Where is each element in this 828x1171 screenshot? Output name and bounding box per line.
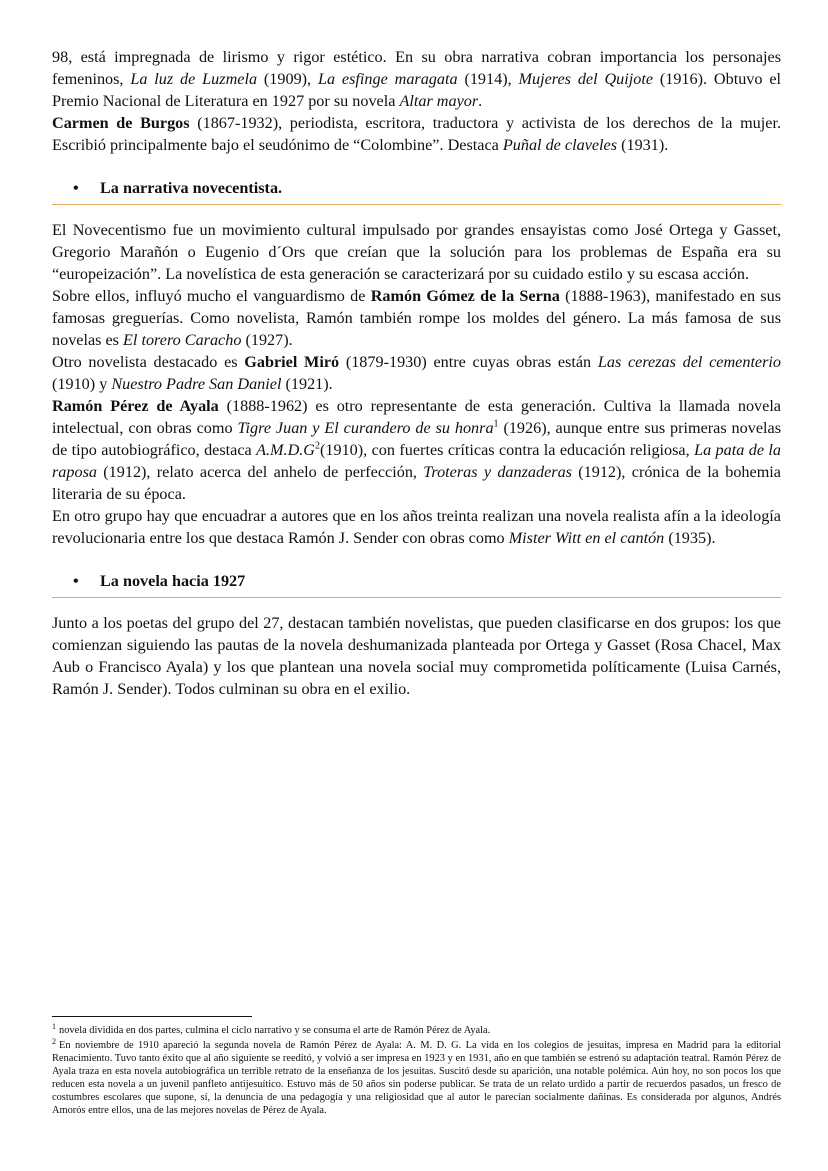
book-title: Puñal de claveles [502,136,618,154]
bullet-icon: • [73,572,79,590]
text-run: . [478,92,483,110]
bullet-icon: • [73,179,79,197]
text-run: (1909), [257,70,318,88]
section-heading-novecentista [52,178,781,205]
section-heading-novela-1927 [52,571,781,598]
paragraph-gabriel-miro [52,351,781,395]
text-run: (1926), aunque entre sus primeras novelas de tipo autobiográfico, destaca [52,419,782,459]
book-title: Tigre Juan y El curandero de su honra [237,419,494,437]
book-title: Las cerezas del cementerio [597,353,782,371]
text-run: En otro grupo hay que encuadrar a autores que en los años treinta realizan una novela realista afín a la ideología revolucionaria entre los que destaca Ramón J. Sender con obras como [52,507,781,547]
text-run: Sobre ellos, influyó mucho el vanguardismo de [52,287,371,305]
paragraph-grupo-27: Junto a los poetas del grupo del 27, destacan también novelistas, que pueden clasificarse en dos grupos: los que comienzan siguiendo las pautas de la novela deshumanizada planteada por Ortega y Gasset (Rosa Chacel, Max Aub o Francisco Ayala) y los que plantean una novela social muy comprometida políticamente (Luisa Carnés, Ramón J. Sender). Todos culminan su obra en el exilio. [52,614,781,698]
text-run: (1912), crónica de la bohemia literaria de su época. [52,463,781,503]
section-title: La novela hacia 1927 [100,572,246,590]
footnote-mark: 2 [52,1036,56,1046]
paragraph-novecentismo: El Novecentismo fue un movimiento cultural impulsado por grandes ensayistas como José Ortega y Gasset, Gregorio Marañón o Eugenio d´Ors que creían que la solución para los problemas de España era su “europeización”. La novelística de esta generación se caracterizará por su cuidado estilo y su escasa acción. [52,221,781,283]
book-title: La esfinge maragata [317,70,458,88]
text-run: (1867-1932), periodista, escritora, traductora y activista de los derechos de la mujer. Escribió principalmente bajo el seudónimo de “Colombine”. Destaca [52,114,781,154]
text-run: (1927). [241,331,293,349]
footnotes [52,1016,781,1119]
text-run: (1888-1962) es otro representante de esta generación. Cultiva la llamada novela intelectual, con obras como [52,397,781,437]
book-title: La pata de la raposa [52,441,781,481]
text-run: (1912), relato acerca del anhelo de perfección, [96,463,424,481]
text-run: (1914), [457,70,519,88]
book-title: Nuestro Padre San Daniel [111,375,282,393]
footnote-2 [52,1036,781,1117]
paragraph-carmen-de-burgos [52,112,781,156]
footnote-text: En noviembre de 1910 apareció la segunda novela de Ramón Pérez de Ayala: A. M. D. G. La vida en los colegios de jesuitas, impresa en Madrid para la editorial Renacimiento. Tuvo tanto éxito que al año siguiente se reeditó, y volvió a ser impresa en 1923 y en 1931, año en que también se estrenó su adaptación teatral. Ramón Pérez de Ayala traza en esta novela autobiográfica un terrible retrato de la enseñanza de los jesuitas. Suscitó desde su aparición, una notable polémica. Aún hoy, no son pocos los que reducen esta novela a un juvenil panfleto antijesuítico. Estuvo más de 50 años sin poderse publicar. Se trata de un relato urdido a partir de recuerdos pasados, un fresco de costumbres escolares que supone, sí, la denuncia de una pedagogía y una religiosidad que al autor le parecían socialmente dañinas. Es considerada por algunos, Andrés Amorós entre ellos, una de las mejores novelas de Pérez de Ayala. [52,1040,781,1116]
text-run: (1921). [281,375,333,393]
book-title: Altar mayor [399,92,479,110]
author-name: Carmen de Burgos [52,114,190,132]
footnote-text: novela dividida en dos partes, culmina el ciclo narrativo y se consuma el arte de Ramón Pérez de Ayala. [59,1025,491,1036]
text-run: (1931). [617,136,669,154]
text-run: 98, está impregnada de lirismo y rigor estético. En su obra narrativa cobran importancia los personajes femeninos, [52,48,781,88]
author-name: Ramón Pérez de Ayala [52,397,219,415]
book-title: La luz de Luzmela [130,70,258,88]
book-title: Mister Witt en el cantón [508,529,665,547]
footnote-1 [52,1021,781,1037]
author-name: Gabriel Miró [244,353,340,371]
text-run: (1910) y [52,375,112,393]
text-run: (1916). Obtuvo el Premio Nacional de Literatura en 1927 por su novela [52,70,782,110]
footnote-mark: 1 [52,1021,56,1031]
text-run: (1910), con fuertes críticas contra la educación religiosa, [320,441,695,459]
text-run: (1888-1963), manifestado en sus famosas greguerías. Como novelista, Ramón también rompe los moldes del género. La más famosa de sus novelas es [52,287,781,349]
paragraph-sender [52,505,781,549]
footnote-ref[interactable]: 1 [493,418,499,430]
book-title: Troteras y danzaderas [423,463,572,481]
section-title: La narrativa novecentista. [100,179,283,197]
paragraph-perez-de-ayala [52,395,781,505]
book-title: A.M.D.G [256,441,316,459]
paragraph-concha-espina [52,46,781,112]
text-run: (1935). [664,529,716,547]
text-run: Otro novelista destacado es [52,353,245,371]
author-name: Ramón Gómez de la Serna [370,287,560,305]
book-title: Mujeres del Quijote [518,70,653,88]
paragraph-gomez-de-la-serna [52,285,781,351]
main-content [52,46,781,700]
footnote-divider [52,1016,252,1017]
footnote-ref[interactable]: 2 [315,440,321,452]
book-title: El torero Caracho [123,331,242,349]
text-run: (1879-1930) entre cuyas obras están [339,353,598,371]
